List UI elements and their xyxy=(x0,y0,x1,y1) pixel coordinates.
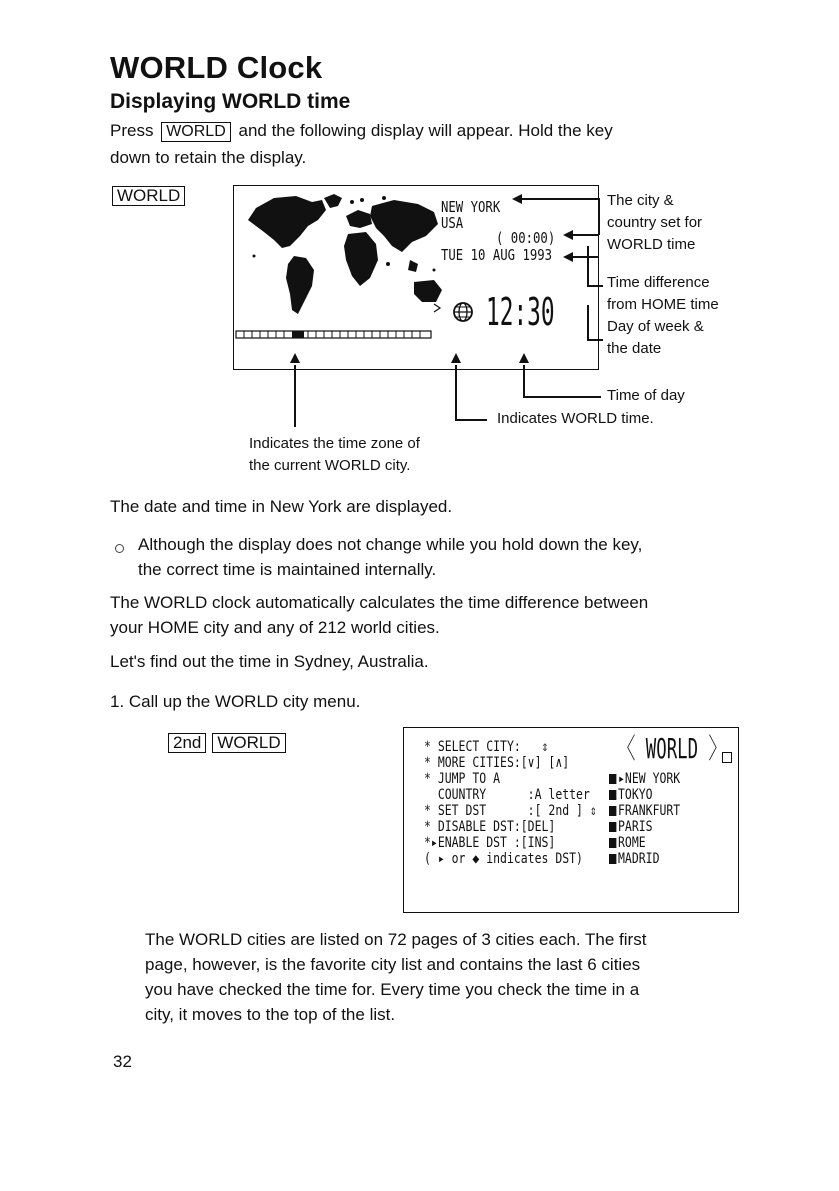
scroll-indicator-icon xyxy=(722,752,732,763)
callout-city-country: The city & country set for WORLD time xyxy=(607,192,703,253)
menu-line-6: * DISABLE DST:[DEL] xyxy=(424,819,556,835)
callout-time-difference: Time difference from HOME time xyxy=(607,274,719,313)
world-key: WORLD xyxy=(161,122,231,142)
bullet-paragraph: Although the display does not change while you hold down the key, the correct time is maintained internally. xyxy=(138,535,643,579)
lcd-time: 12:30 xyxy=(486,290,555,334)
callout-day-date: Day of week & the date xyxy=(607,318,704,357)
menu-line-5: * SET DST :[ 2nd ] ⇕ xyxy=(424,803,597,819)
menu-line-2: * MORE CITIES:[∨] [∧] xyxy=(424,755,570,771)
callout-world-time: Indicates WORLD time. xyxy=(497,410,654,427)
callout-line-world-h xyxy=(455,419,487,421)
paragraph-world-clock: The WORLD clock automatically calculates the time difference between your HOME city and any of 212 world cities. xyxy=(110,593,649,637)
city-marker-icon xyxy=(609,790,616,800)
callout-line-city-v xyxy=(598,198,600,235)
city-item: PARIS xyxy=(609,820,653,835)
menu-line-1: * SELECT CITY: ⇕ xyxy=(424,739,549,755)
callout-line-time-h xyxy=(523,396,601,398)
callout-line-td-v xyxy=(587,246,589,286)
2nd-key: 2nd xyxy=(168,733,206,753)
city-item: ROME xyxy=(609,836,646,851)
city-item: ▸NEW YORK xyxy=(609,772,680,787)
paragraph-sydney: Let's find out the time in Sydney, Australia. xyxy=(110,652,429,671)
intro-text-1: and the following display will appear. Hold the key xyxy=(238,121,613,140)
arrow-left-icon xyxy=(512,193,524,205)
paragraph-new-york: The date and time in New York are displayed. xyxy=(110,497,453,516)
city-marker-icon xyxy=(609,838,616,848)
world-lcd-display xyxy=(233,185,599,370)
city-item: FRANKFURT xyxy=(609,804,680,819)
callout-line-city xyxy=(520,198,598,200)
arrow-up-icon xyxy=(451,353,461,365)
world-key: WORLD xyxy=(212,733,285,753)
menu-line-8: ( ▸ or ◆ indicates DST) xyxy=(424,851,583,867)
city-item: TOKYO xyxy=(609,788,653,803)
callout-line-day-h2 xyxy=(587,339,603,341)
intro-line-1 xyxy=(110,118,613,143)
arrow-up-icon xyxy=(519,353,529,365)
world-menu-lcd xyxy=(403,727,739,913)
world-map-icon xyxy=(234,186,449,346)
city-item: MADRID xyxy=(609,852,659,867)
callout-time-of-day: Time of day xyxy=(607,387,685,404)
city-marker-icon xyxy=(609,822,616,832)
lcd-city: NEW YORK xyxy=(441,198,501,216)
menu-line-7: *▸ENABLE DST :[INS] xyxy=(424,835,556,851)
callout-line-zone xyxy=(294,365,296,427)
menu-line-3: * JUMP TO A xyxy=(424,771,501,787)
page-title: WORLD Clock xyxy=(110,50,323,85)
callout-line-time-v xyxy=(523,365,525,397)
menu-line-4: COUNTRY :A letter xyxy=(424,787,590,803)
lcd-country: USA xyxy=(441,214,464,232)
intro-line-2: down to retain the display. xyxy=(110,148,307,167)
globe-icon xyxy=(452,301,474,323)
arrow-left-icon xyxy=(563,251,575,263)
callout-line-world-v xyxy=(455,365,457,420)
arrow-up-icon xyxy=(290,353,300,365)
city-marker-icon xyxy=(609,774,616,784)
world-header: 〈 WORLD 〉 xyxy=(618,732,726,765)
page-number: 32 xyxy=(113,1052,132,1071)
city-marker-icon xyxy=(609,806,616,816)
callout-line-td-h2 xyxy=(587,285,603,287)
lcd-time-diff: ( 00:00) xyxy=(496,229,556,247)
figure1-key: WORLD xyxy=(112,186,185,206)
section-heading: Displaying WORLD time xyxy=(110,90,351,113)
intro-press: Press xyxy=(110,121,154,140)
arrow-left-icon xyxy=(563,229,575,241)
callout-line-day-v xyxy=(587,305,589,340)
lcd-date: TUE 10 AUG 1993 xyxy=(441,246,553,264)
callout-time-zone: Indicates the time zone of the current WORLD city. xyxy=(249,435,420,474)
figure2-keys xyxy=(168,733,286,753)
city-marker-icon xyxy=(609,854,616,864)
closing-paragraph: The WORLD cities are listed on 72 pages of 3 cities each. The first page, however, is the favorite city list and contains the last 6 cities you have checked the time for. Every time you check the time in a city, it moves to the top of the list. xyxy=(145,930,647,1024)
step-1: 1. Call up the WORLD city menu. xyxy=(110,692,361,711)
bullet-icon xyxy=(115,544,124,553)
